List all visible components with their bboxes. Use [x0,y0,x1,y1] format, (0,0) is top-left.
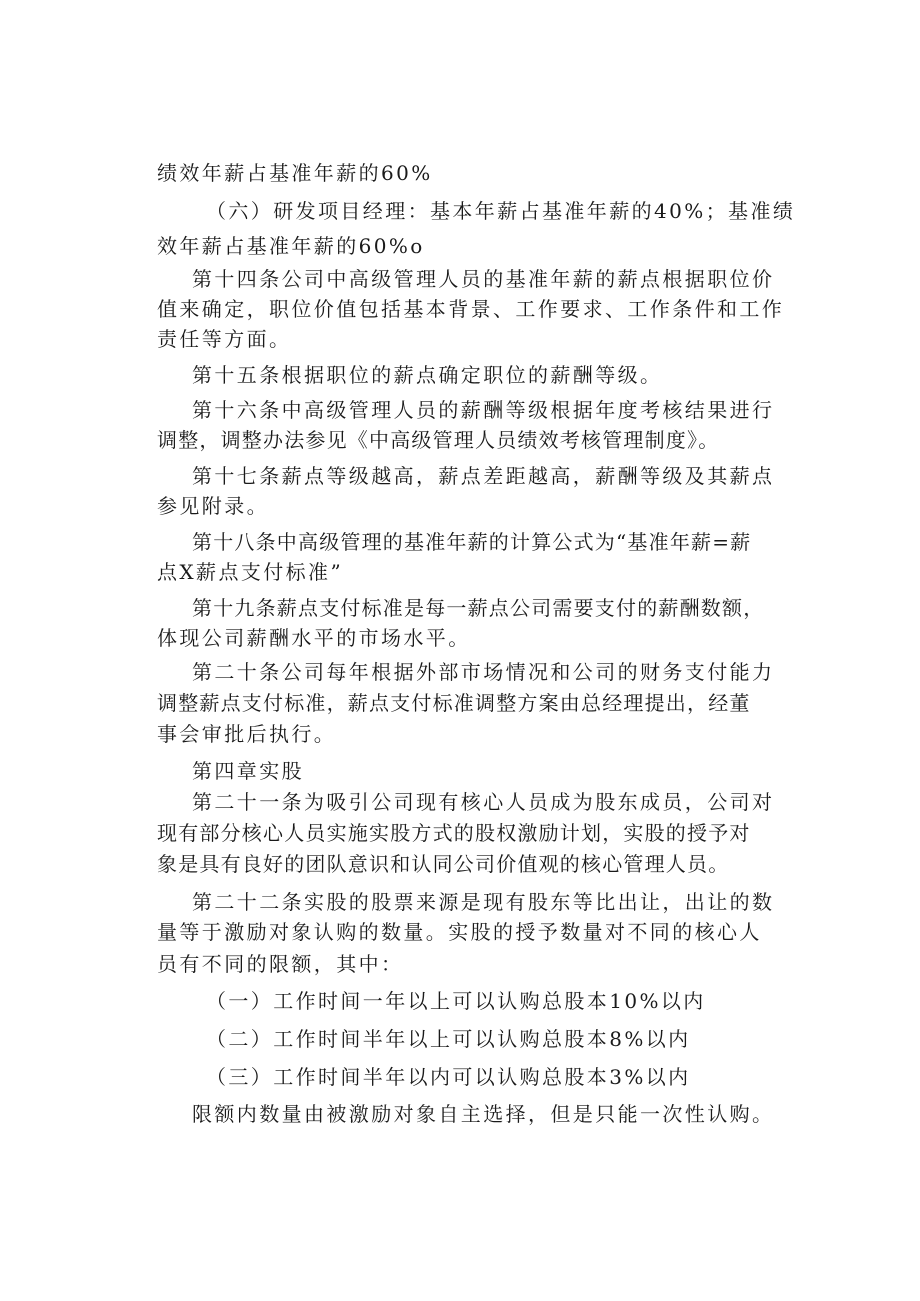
text-line: 第十五条根据职位的薪点确定职位的薪酬等级。 [192,363,663,387]
text-line: 第十六条中高级管理人员的薪酬等级根据年度考核结果进行 [192,398,775,422]
text-line: 第十九条薪点支付标准是每一薪点公司需要支付的薪酬数额， [192,596,765,620]
text-line: 第二十条公司每年根据外部市场情况和公司的财务支付能力 [192,660,775,684]
text-line: 量等于激励对象认购的数量。实股的授予数量对不同的核心人 [157,920,762,944]
text-line: 调整，调整办法参见《中高级管理人员绩效考核管理制度》。 [157,428,720,452]
section-heading: 第四章实股 [192,759,304,783]
text-line: 第二十二条实股的股票来源是现有股东等比出让，出让的数 [192,890,775,914]
text-line: 调整薪点支付标准，薪点支付标准调整方案由总经理提出，经董 [157,691,751,715]
text-line: （六）研发项目经理：基本年薪占基准年薪的40%；基准绩 [206,199,796,223]
text-line: 第十四条公司中高级管理人员的基准年薪的薪点根据职位价 [192,267,775,291]
text-line: 点X薪点支付标准” [157,560,344,584]
text-line: 员有不同的限额，其中： [157,952,404,976]
text-line: 体现公司薪酬水平的市场水平。 [157,626,471,650]
text-line: 第十七条薪点等级越高，薪点差距越高，薪酬等级及其薪点 [192,464,775,488]
text-line: 第十八条中高级管理的基准年薪的计算公式为“基准年薪=薪 [192,530,752,554]
text-line: 效年薪占基准年薪的60%o [157,234,425,258]
list-item: （一）工作时间一年以上可以认购总股本10%以内 [206,989,706,1013]
text-line: 事会审批后执行。 [157,722,337,746]
text-line: 限额内数量由被激励对象自主选择，但是只能一次性认购。 [192,1102,775,1126]
list-item: （二）工作时间半年以上可以认购总股本8%以内 [206,1027,691,1051]
text-line: 现有部分核心人员实施实股方式的股权激励计划，实股的授予对 [157,821,751,845]
list-item: （三）工作时间半年以内可以认购总股本3%以内 [206,1065,691,1089]
text-line: 参见附录。 [157,494,269,518]
text-line: 象是具有良好的团队意识和认同公司价值观的核心管理人员。 [157,852,730,876]
text-line: 第二十一条为吸引公司现有核心人员成为股东成员，公司对 [192,790,775,814]
text-line: 值来确定，职位价值包括基本背景、工作要求、工作条件和工作 [157,297,785,321]
text-line: 责任等方面。 [157,327,292,351]
text-line: 绩效年薪占基准年薪的60% [157,161,433,185]
